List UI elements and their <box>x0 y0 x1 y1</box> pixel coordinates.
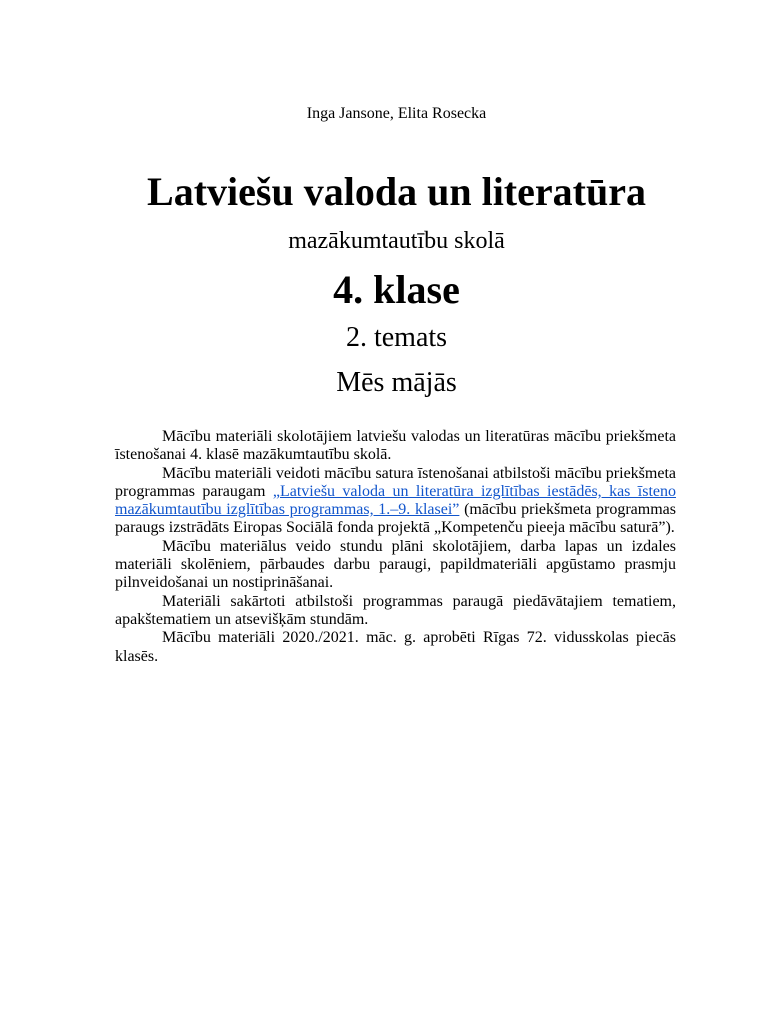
program-sample-link[interactable]: „Latviešu valoda un literatūra izglītības iestādēs, kas īsteno mazākumtautību izglītības programmas, 1.–9. klasei” <box>115 482 677 519</box>
topic-number: 2. temats <box>345 322 448 353</box>
document-subtitle: mazākumtautību skolā <box>288 228 505 254</box>
paragraph: Materiāli sakārtoti atbilstoši programmas paraugā piedāvātajiem tematiem, apakštematiem un atsevišķām stundām. <box>115 592 676 628</box>
authors: Inga Jansone, Elita Rosecka <box>306 105 487 122</box>
topic-name: Mēs mājās <box>336 367 457 398</box>
body-text <box>115 428 676 666</box>
paragraph-text: (mācību priekšmeta programmas paraugs izstrādāts Eiropas Sociālā fonda projektā „Kompetenču pieeja mācību saturā”). <box>115 501 677 537</box>
grade-heading: 4. klase <box>333 267 460 312</box>
document-title: Latviešu valoda un literatūra <box>147 169 646 214</box>
paragraph: Mācību materiālus veido stundu plāni skolotājiem, darba lapas un izdales materiāli skolēniem, pārbaudes darbu paraugi, papildmateriāli apgūstamo prasmju pilnveidošanai un nostiprināšanai. <box>115 537 676 592</box>
paragraph-text: Mācību materiāli veidoti mācību satura īstenošanai atbilstoši mācību priekšmeta programmas paraugam <box>115 464 676 500</box>
paragraph: Mācību materiāli skolotājiem latviešu valodas un literatūras mācību priekšmeta īstenošanai 4. klasē mazākumtautību skolā. <box>115 428 676 464</box>
paragraph: Mācību materiāli 2020./2021. māc. g. aprobēti Rīgas 72. vidusskolas piecās klasēs. <box>115 629 676 665</box>
paragraph <box>115 465 676 538</box>
